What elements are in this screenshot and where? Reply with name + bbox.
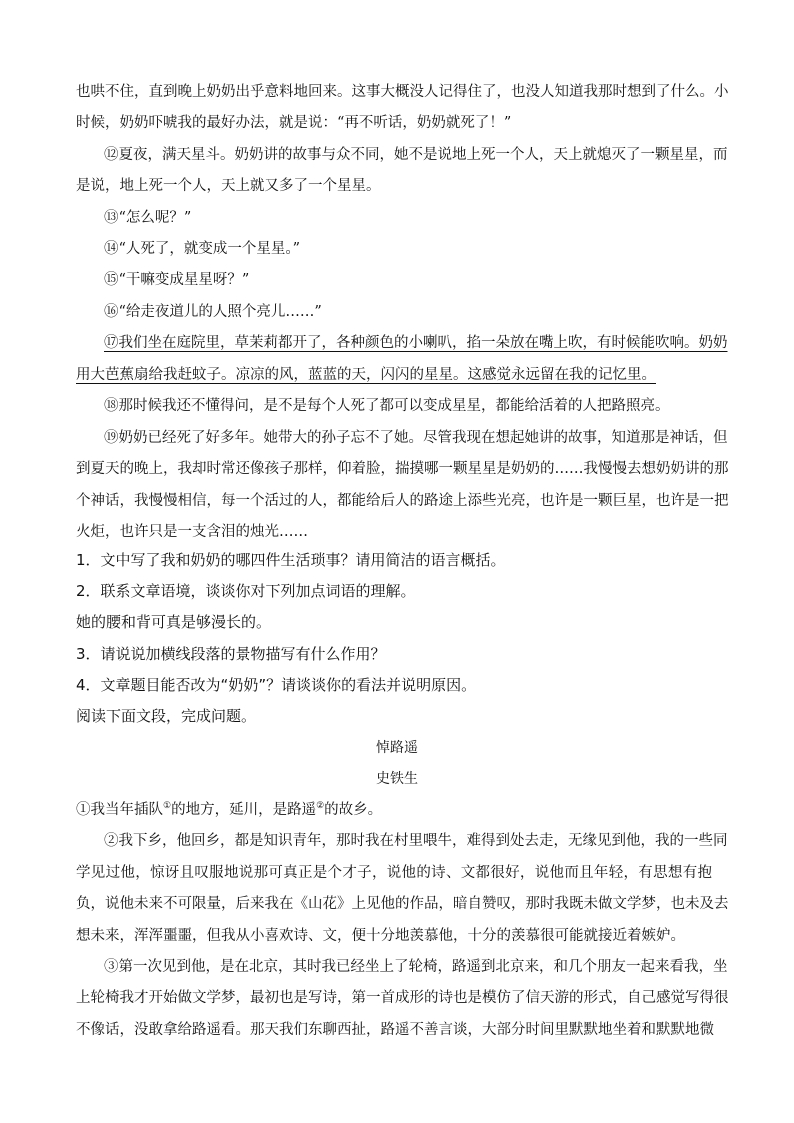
paragraph-19-line-2: 到夏天的晚上，我却时常还像孩子那样，仰着脸，揣摸哪一颗星星是奶奶的……我慢慢去想奶奶讲的那 — [76, 461, 729, 477]
question-3: 3．请说说加横线段落的景物描写有什么作用？ — [76, 645, 386, 663]
passage-paragraph-2-line-2: 学见过他，惊讶且叹服地说那可真正是个才子，说他的诗、文都很好，说他而且年轻，有思想有抱 — [76, 865, 712, 881]
paragraph-12-line-2: 是说，地上死一个人，天上就又多了一个星星。 — [76, 178, 381, 194]
question-2-sentence: 她的腰和背可真是够漫长的。 — [76, 613, 272, 631]
passage-paragraph-3-line-1: ③第一次见到他，是在北京，其时我已经坐上了轮椅，路遥到北京来，和几个朋友一起来看我，坐 — [104, 959, 728, 975]
paragraph-18: ⑱那时候我还不懂得问，是不是每个人死了都可以变成星星，都能给活着的人把路照亮。 — [104, 398, 670, 414]
paragraph-15: ⑮“干嘛变成星星呀？” — [104, 272, 250, 288]
question-4: 4．文章题目能否改为“奶奶”？请谈谈你的看法并说明原因。 — [76, 676, 477, 694]
paragraph-12-line-1: ⑫夏夜，满天星斗。奶奶讲的故事与众不同，她不是说地上死一个人，天上就熄灭了一颗星星，而 — [104, 147, 728, 163]
passage-paragraph-1 — [76, 800, 712, 820]
paragraph-17-line-2-underlined: 用大芭蕉扇给我赶蚊子。凉凉的风，蓝蓝的天，闪闪的星星。这感觉永远留在我的记忆里。 — [76, 367, 656, 383]
passage-title: 悼路遥 — [376, 740, 418, 756]
passage-paragraph-2-line-4: 想未来，浑浑噩噩，但我从小喜欢诗、文，便十分地羡慕他，十分的羡慕很可能就接近着嫉妒。 — [76, 928, 685, 944]
paragraph-19-line-4: 火炬，也许只是一支含泪的烛光…… — [76, 524, 308, 540]
question-1: 1．文中写了我和奶奶的哪四件生活琐事？请用简洁的语言概括。 — [76, 551, 506, 569]
paragraph-1-text-a: ①我当年插队 — [76, 802, 163, 818]
paragraph-1-text-b: 的地方，延川，是路遥 — [171, 802, 317, 818]
paragraph-19-line-3: 个神话，我慢慢相信，每一个活过的人，都能给后人的路途上添些光亮，也许是一颗巨星，也许是一把 — [76, 493, 729, 509]
paragraph-11-line-2: 时候，奶奶吓唬我的最好办法，就是说：“再不听话，奶奶就死了！” — [76, 115, 512, 131]
reading-instruction: 阅读下面文段，完成问题。 — [76, 707, 257, 725]
passage-paragraph-2-line-3: 负，说他未来不可限量，后来我在《山花》上见他的作品，暗自赞叹，那时我既未做文学梦，也未及去 — [76, 896, 729, 912]
paragraph-16: ⑯“给走夜道儿的人照个亮儿……” — [104, 304, 322, 320]
paragraph-14: ⑭“人死了，就变成一个星星。” — [104, 241, 301, 257]
paragraph-17-line-1-underlined: ⑰我们坐在庭院里，草茉莉都开了，各种颜色的小喇叭，掐一朵放在嘴上吹，有时候能吹响。奶奶 — [104, 335, 728, 351]
footnote-marker-2: ② — [316, 801, 325, 812]
passage-author: 史铁生 — [376, 771, 418, 787]
paragraph-13: ⑬“怎么呢？” — [104, 210, 192, 226]
paragraph-1-text-c: 的故乡。 — [324, 802, 383, 818]
paragraph-19-line-1: ⑲奶奶已经死了好多年。她带大的孙子忘不了她。尽管我现在想起她讲的故事，知道那是神话，但 — [104, 430, 728, 446]
paragraph-11-line-1: 也哄不住，直到晚上奶奶出乎意料地回来。这事大概没人记得住了，也没人知道我那时想到了什么。小 — [76, 84, 729, 100]
question-2: 2．联系文章语境，谈谈你对下列加点词语的理解。 — [76, 582, 416, 600]
footnote-marker-1: ① — [163, 801, 172, 812]
passage-paragraph-2-line-1: ②我下乡，他回乡，都是知识青年，那时我在村里喂牛，难得到处去走，无缘见到他，我的一些同 — [104, 833, 728, 849]
passage-paragraph-3-line-2: 上轮椅我才开始做文学梦，最初也是写诗，第一首成形的诗也是模仿了信天游的形式，自己感觉写得很 — [76, 990, 729, 1006]
passage-paragraph-3-line-3: 不像话，没敢拿给路遥看。那天我们东聊西扯，路遥不善言谈，大部分时间里默默地坐着和默默地微 — [76, 1022, 714, 1038]
